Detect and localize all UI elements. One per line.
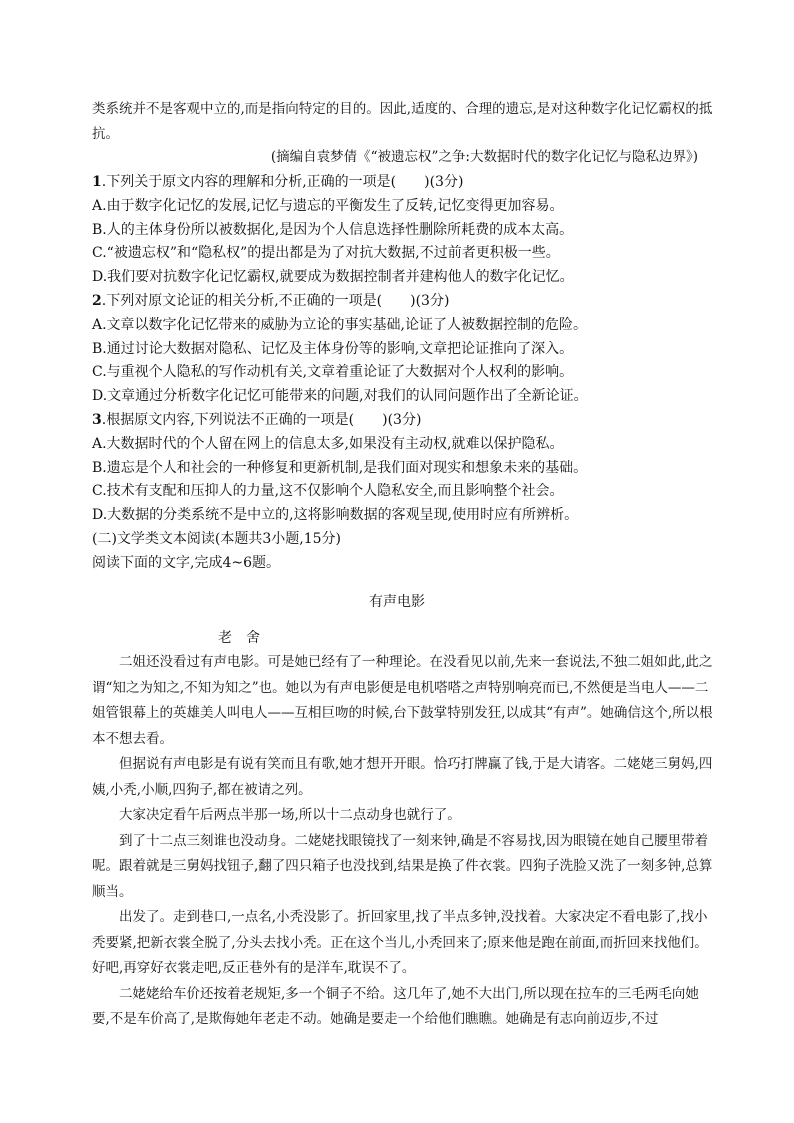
story-title: 有声电影 bbox=[369, 594, 425, 610]
question-number: 1 bbox=[92, 174, 102, 190]
question-1 bbox=[92, 171, 716, 290]
option-a: A.由于数字化记忆的发展,记忆与遗忘的平衡发生了反转,记忆变得更加容易。 bbox=[92, 197, 564, 214]
question-number: 2 bbox=[92, 292, 102, 309]
section-instruction: 阅读下面的文字,完成4~6题。 bbox=[92, 554, 280, 571]
option-b: B.人的主体身份所以被数据化,是因为个人信息选择性删除所耗费的成本太高。 bbox=[92, 221, 574, 238]
story-paragraph: 大家决定看午后两点半那一场,所以十二点动身也就行了。 bbox=[119, 807, 461, 823]
story-author: 老舍 bbox=[218, 630, 274, 646]
story-paragraph: 二姐还没看过有声电影。可是她已经有了一种理论。在没看见以前,先来一套说法,不独二姐如此,此之谓“知之为知之,不知为知之”也。她以为有声电影便是电机嗒嗒之声特别响亮而已,不然便是当电人——二姐管银幕上的英雄美人叫电人——互相巨吻的时候,台下鼓掌特别发狂,以成其“有声”。她确信这个,所以根本不想去看。 bbox=[92, 654, 713, 747]
option-a: A.文章以数字化记忆带来的威胁为立论的事实基础,论证了人被数据控制的危险。 bbox=[92, 316, 588, 333]
question-3 bbox=[92, 409, 716, 528]
option-c: C.技术有支配和压抑人的力量,这不仅影响个人隐私安全,而且影响整个社会。 bbox=[92, 483, 564, 500]
option-d: D.大数据的分类系统不是中立的,这将影响数据的客观呈现,使用时应有所辨析。 bbox=[92, 507, 579, 524]
option-b: B.通过讨论大数据对隐私、记忆及主体身份等的影响,文章把论证推向了深入。 bbox=[92, 340, 574, 357]
option-b: B.遗忘是个人和社会的一种修复和更新机制,是我们面对现实和想象未来的基础。 bbox=[92, 459, 588, 476]
option-d: D.我们要对抗数字化记忆霸权,就要成为数据控制者并建构他人的数字化记忆。 bbox=[92, 269, 574, 286]
question-number: 3 bbox=[92, 411, 102, 428]
option-c: C.与重视个人隐私的写作动机有关,文章着重论证了大数据对个人权利的影响。 bbox=[92, 364, 574, 381]
intro-paragraph: 类系统并不是客观中立的,而是指向特定的目的。因此,适度的、合理的遗忘,是对这种数字化记忆霸权的抵抗。 bbox=[92, 101, 713, 142]
question-stem: 1.下列关于原文内容的理解和分析,正确的一项是( )(3分) bbox=[92, 174, 464, 190]
question-stem: 2.下列对原文论证的相关分析,不正确的一项是( )(3分) bbox=[92, 292, 450, 309]
source-citation: (摘编自袁梦倩《“被遗忘权”之争:大数据时代的数字化记忆与隐私边界》) bbox=[270, 149, 698, 165]
option-d: D.文章通过分析数字化记忆可能带来的问题,对我们的认同问题作出了全新论证。 bbox=[92, 388, 588, 405]
story-paragraph: 二姥姥给车价还按着老规矩,多一个铜子不给。这几年了,她不大出门,所以现在拉车的三毛两毛向她要,不是车价高了,是欺侮她年老走不动。她确是要走一个给他们瞧瞧。她确是有志向前迈步,不过 bbox=[92, 985, 699, 1027]
story-paragraph: 出发了。走到巷口,一点名,小秃没影了。折回家里,找了半点多钟,没找着。大家决定不看电影了,找小秃要紧,把新衣裳全脱了,分头去找小秃。正在这个当儿,小秃回来了;原来他是跑在前面,而折回来找他们。好吧,再穿好衣裳走吧,反正巷外有的是洋车,耽误不了。 bbox=[92, 909, 708, 976]
question-stem: 3.根据原文内容,下列说法不正确的一项是( )(3分) bbox=[92, 411, 422, 428]
story-paragraph: 到了十二点三刻谁也没动身。二姥姥找眼镜找了一刻来钟,确是不容易找,因为眼镜在她自己腰里带着呢。跟着就是三舅妈找钮子,翻了四只箱子也没找到,结果是换了件衣裳。四狗子洗脸又洗了一刻多钟,总算顺当。 bbox=[92, 832, 713, 900]
option-c: C.“被遗忘权”和“隐私权”的提出都是为了对抗大数据,不过前者更积极一些。 bbox=[92, 245, 560, 262]
section-heading: (二)文学类文本阅读(本题共3小题,15分) bbox=[92, 530, 342, 547]
story-body bbox=[92, 650, 716, 1033]
question-2 bbox=[92, 290, 716, 409]
option-a: A.大数据时代的个人留在网上的信息太多,如果没有主动权,就难以保护隐私。 bbox=[92, 435, 564, 452]
story-paragraph: 但据说有声电影是有说有笑而且有歌,她才想开开眼。恰巧打牌赢了钱,于是大请客。二姥姥三舅妈,四姨,小秃,小顺,四狗子,都在被请之列。 bbox=[92, 756, 713, 798]
question-section bbox=[92, 171, 716, 576]
